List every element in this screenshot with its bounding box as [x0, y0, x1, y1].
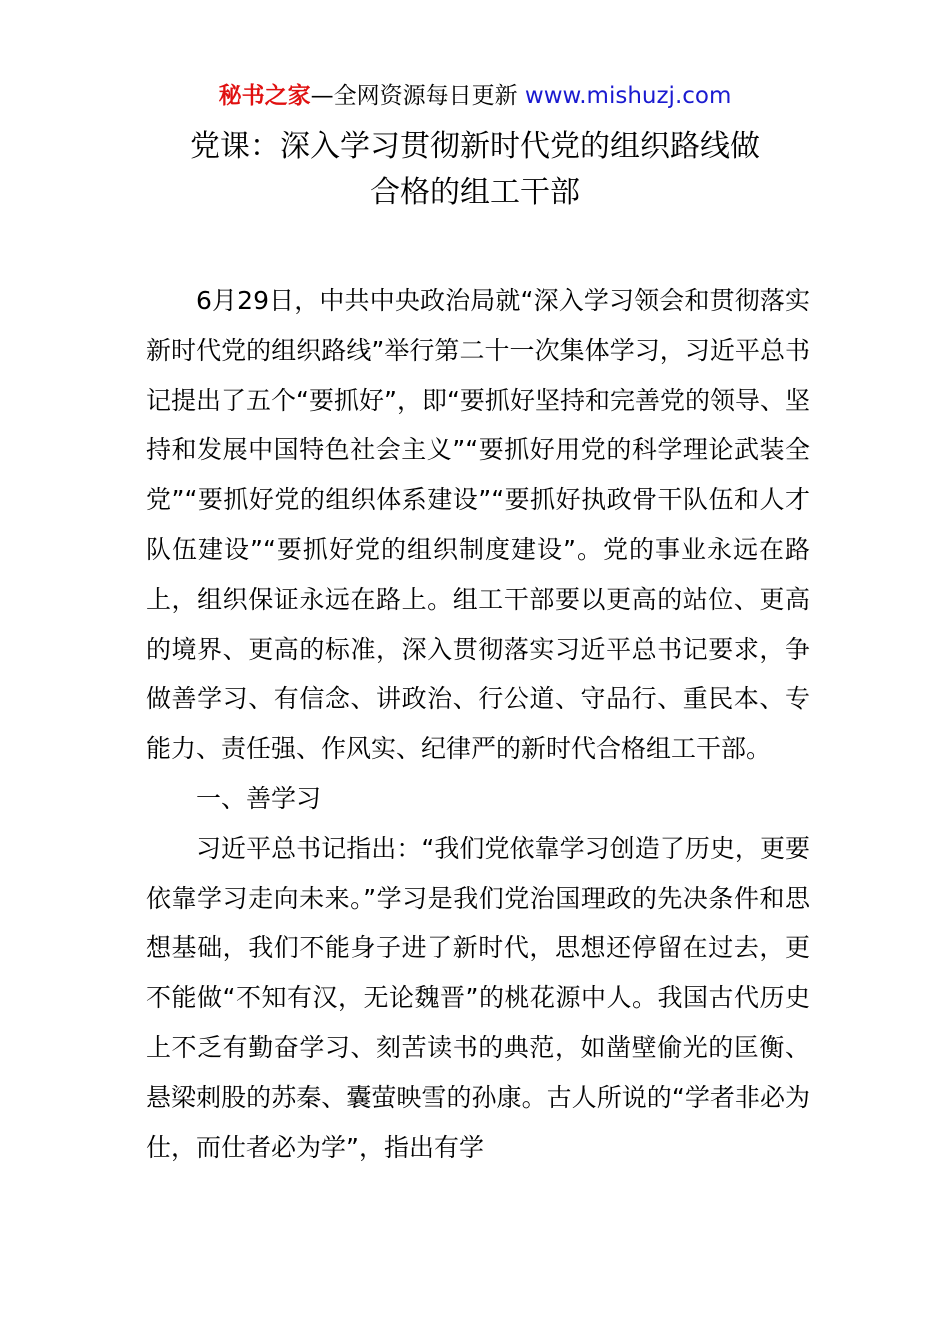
site-url[interactable]: www.mishuzj.com — [524, 83, 732, 109]
document-body — [146, 276, 810, 1172]
title-line-1: 党课：深入学习贯彻新时代党的组织路线做 — [190, 129, 760, 164]
paragraph-learning: 习近平总书记指出：“我们党依靠学习创造了历史，更要依靠学习走向未来。”学习是我们党治国理政的先决条件和思想基础，我们不能身子进了新时代，思想还停留在过去，更不能做“不知有汉，无论魏晋”的桃花源中人。我国古代历史上不乏有勤奋学习、刻苦读书的典范，如凿壁偷光的匡衡、悬梁刺股的苏秦、囊萤映雪的孙康。古人所说的“学者非必为仕，而仕者必为学”，指出有学 — [146, 833, 810, 1162]
brand-name: 秘书之家 — [218, 83, 311, 109]
section-heading: 一、善学习 — [196, 783, 322, 813]
document-title — [0, 124, 950, 216]
header-tagline: —全网资源每日更新 — [310, 83, 525, 109]
paragraph-intro: 6月29日，中共中央政治局就“深入学习领会和贯彻落实新时代党的组织路线”举行第二十一次集体学习，习近平总书记提出了五个“要抓好”，即“要抓好坚持和完善党的领导、坚持和发展中国特色社会主义”“要抓好用党的科学理论武装全党”“要抓好党的组织体系建设”“要抓好执政骨干队伍和人才队伍建设”“要抓好党的组织制度建设”。党的事业永远在路上，组织保证永远在路上。组工干部要以更高的站位、更高的境界、更高的标准，深入贯彻落实习近平总书记要求，争做善学习、有信念、讲政治、行公道、守品行、重民本、专能力、责任强、作风实、纪律严的新时代合格组工干部。 — [146, 286, 810, 764]
title-line-2: 合格的组工干部 — [370, 175, 580, 210]
site-header — [0, 80, 950, 112]
